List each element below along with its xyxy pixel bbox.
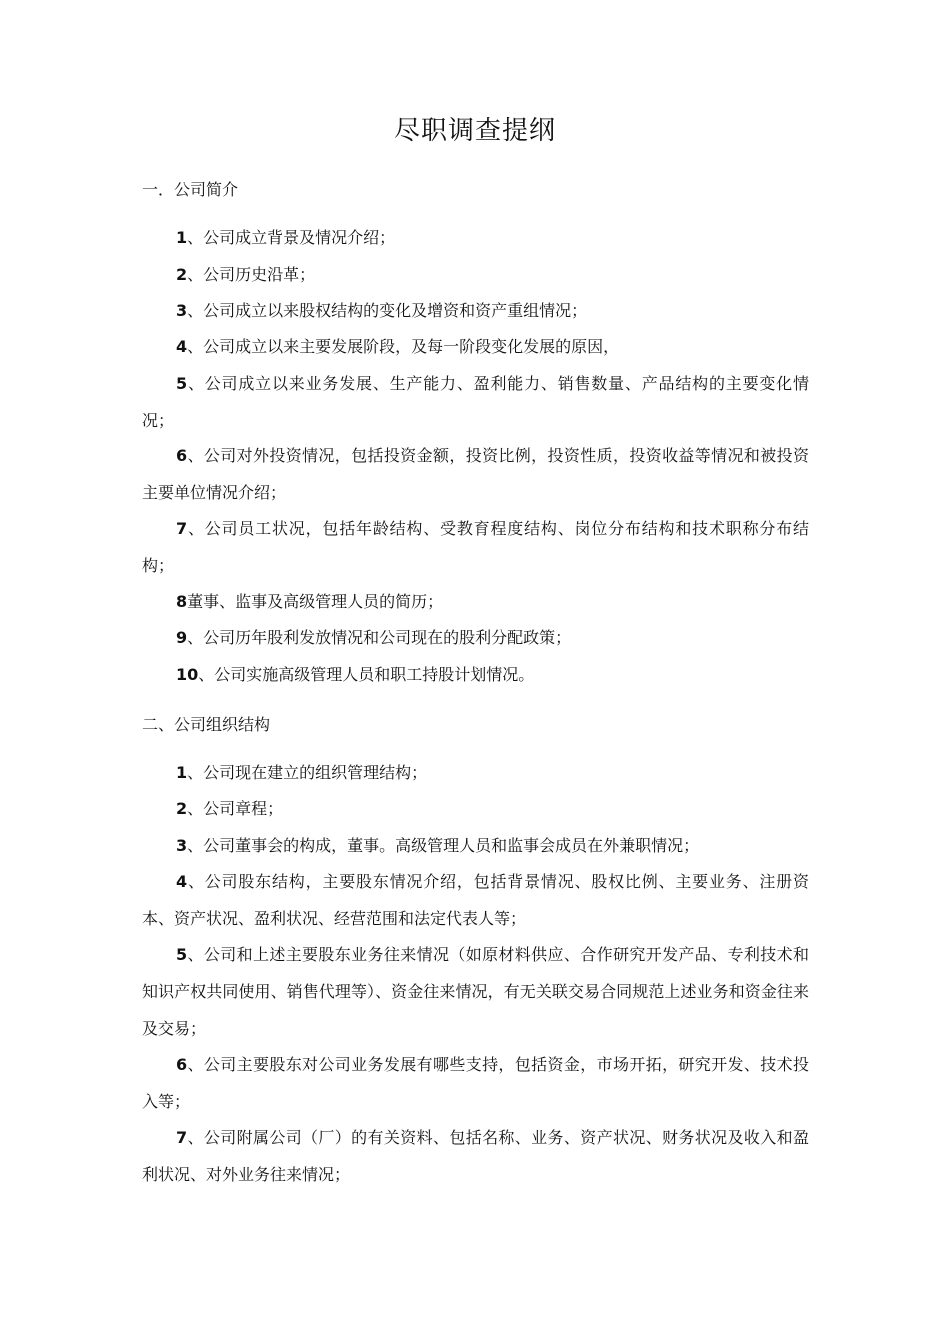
document-title: 尽职调查提纲 xyxy=(393,116,556,146)
item-number: 5 xyxy=(176,945,188,964)
item-text: 董事、监事及高级管理人员的简历； xyxy=(187,592,444,611)
item-text: 、公司董事会的构成，董事。高级管理人员和监事会成员在外兼职情况； xyxy=(187,836,700,855)
item-text: 、公司对外投资情况，包括投资金额，投资比例，投资性质，投资收益等情况和被投资主要单位情况介绍； xyxy=(142,446,809,502)
item-number: 7 xyxy=(176,1128,188,1147)
item-text: 、公司和上述主要股东业务往来情况（如原材料供应、合作研究开发产品、专利技术和知识产权共同使用、销售代理等）、资金往来情况，有无关联交易合同规范上述业务和资金往来及交易； xyxy=(142,945,809,1038)
item-number: 6 xyxy=(176,446,188,465)
list-item xyxy=(142,292,809,329)
list-item xyxy=(142,754,809,791)
item-text: 、公司历年股利发放情况和公司现在的股利分配政策； xyxy=(187,628,572,647)
item-number: 10 xyxy=(176,665,199,684)
item-number: 5 xyxy=(176,374,188,393)
item-text: 、公司章程； xyxy=(187,799,284,818)
section-heading: 一．公司简介 xyxy=(142,180,239,199)
section-heading: 二、公司组织结构 xyxy=(142,715,271,734)
list-item xyxy=(142,790,809,827)
item-text: 、公司成立背景及情况介绍； xyxy=(187,228,396,247)
list-item xyxy=(142,619,809,656)
list-item xyxy=(142,827,809,864)
list-item xyxy=(142,936,809,1047)
item-text: 、公司成立以来股权结构的变化及增资和资产重组情况； xyxy=(187,301,588,320)
list-item xyxy=(142,1046,809,1120)
item-text: 、公司成立以来主要发展阶段，及每一阶段变化发展的原因， xyxy=(187,337,620,356)
item-number: 4 xyxy=(176,872,188,891)
item-number: 9 xyxy=(176,628,188,647)
list-item xyxy=(142,328,809,365)
item-text: 、公司现在建立的组织管理结构； xyxy=(187,763,428,782)
item-number: 6 xyxy=(176,1055,188,1074)
item-text: 、公司附属公司（厂）的有关资料、包括名称、业务、资产状况、财务状况及收入和盈利状况、对外业务往来情况； xyxy=(142,1128,809,1184)
item-text: 、公司实施高级管理人员和职工持股计划情况。 xyxy=(198,665,535,684)
item-number: 4 xyxy=(176,337,188,356)
list-item xyxy=(142,863,809,937)
item-number: 2 xyxy=(176,265,188,284)
item-text: 、公司历史沿革； xyxy=(187,265,316,284)
item-number: 7 xyxy=(176,519,188,538)
item-number: 1 xyxy=(176,763,188,782)
list-item xyxy=(142,219,809,256)
list-item xyxy=(142,437,809,511)
item-number: 8 xyxy=(176,592,188,611)
list-item xyxy=(142,510,809,584)
list-item xyxy=(142,365,809,439)
item-number: 3 xyxy=(176,301,188,320)
item-number: 3 xyxy=(176,836,188,855)
item-number: 2 xyxy=(176,799,188,818)
item-text: 、公司成立以来业务发展、生产能力、盈利能力、销售数量、产品结构的主要变化情况； xyxy=(142,374,809,430)
list-item xyxy=(142,583,809,620)
list-item xyxy=(142,1119,809,1193)
item-number: 1 xyxy=(176,228,188,247)
list-item xyxy=(142,656,809,693)
item-text: 、公司主要股东对公司业务发展有哪些支持，包括资金，市场开拓，研究开发、技术投入等； xyxy=(142,1055,809,1111)
list-item xyxy=(142,256,809,293)
item-text: 、公司员工状况，包括年龄结构、受教育程度结构、岗位分布结构和技术职称分布结构； xyxy=(142,519,809,575)
item-text: 、公司股东结构，主要股东情况介绍，包括背景情况、股权比例、主要业务、注册资本、资产状况、盈利状况、经营范围和法定代表人等； xyxy=(142,872,809,928)
